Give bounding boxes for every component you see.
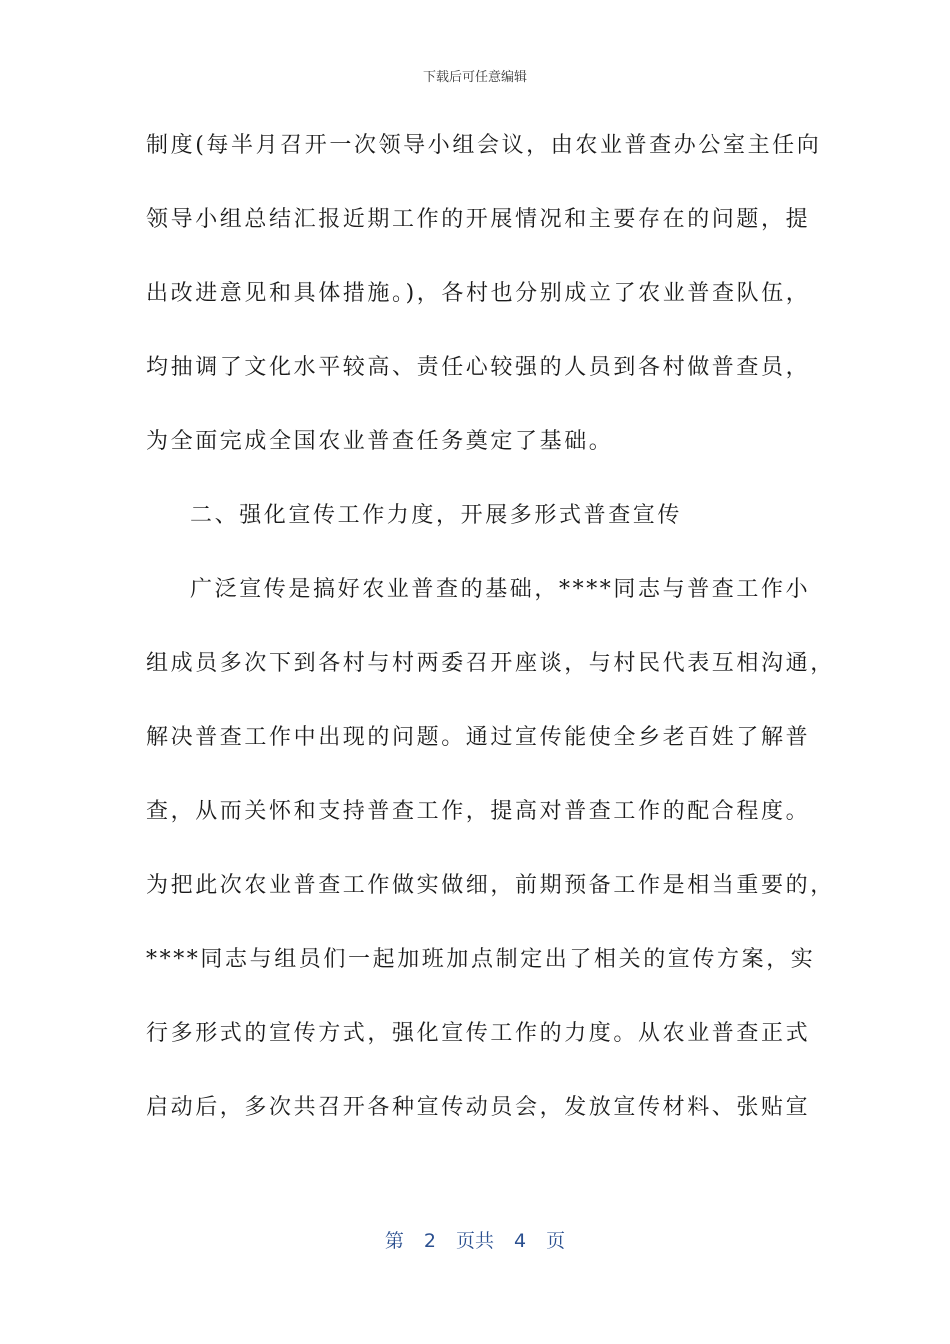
footer-middle: 页共 xyxy=(455,1230,494,1252)
text-line-5: 为全面完成全国农业普查任务奠定了基础。 xyxy=(146,429,614,454)
current-page-number: 2 xyxy=(423,1230,436,1252)
body-text xyxy=(146,122,835,1158)
text-line-8: 组成员多次下到各村与村两委召开座谈，与村民代表互相沟通， xyxy=(146,651,835,676)
header-note: 下载后可任意编辑 xyxy=(422,70,527,85)
total-pages-number: 4 xyxy=(514,1230,527,1252)
footer-prefix: 第 xyxy=(384,1230,404,1252)
footer-suffix: 页 xyxy=(546,1230,566,1252)
text-line-10: 查，从而关怀和支持普查工作，提高对普查工作的配合程度。 xyxy=(146,799,811,824)
text-line-7: 广泛宣传是搞好农业普查的基础，****同志与普查工作小 xyxy=(190,577,811,602)
text-line-9: 解决普查工作中出现的问题。通过宣传能使全乡老百姓了解普 xyxy=(146,725,811,750)
text-line-12: ****同志与组员们一起加班加点制定出了相关的宣传方案，实 xyxy=(146,947,816,972)
text-line-3: 出改进意见和具体措施。)，各村也分别成立了农业普查队伍， xyxy=(146,281,811,306)
text-line-13: 行多形式的宣传方式，强化宣传工作的力度。从农业普查正式 xyxy=(146,1021,811,1046)
text-line-14: 启动后，多次共召开各种宣传动员会，发放宣传材料、张贴宣 xyxy=(146,1095,811,1120)
section-heading: 二、强化宣传工作力度，开展多形式普查宣传 xyxy=(190,503,683,528)
page-footer xyxy=(0,1226,950,1253)
text-line-1: 制度(每半月召开一次领导小组会议，由农业普查办公室主任向 xyxy=(146,133,822,158)
text-line-2: 领导小组总结汇报近期工作的开展情况和主要存在的问题，提 xyxy=(146,207,811,232)
text-line-11: 为把此次农业普查工作做实做细，前期预备工作是相当重要的， xyxy=(146,873,835,898)
text-line-4: 均抽调了文化水平较高、责任心较强的人员到各村做普查员， xyxy=(146,355,811,380)
